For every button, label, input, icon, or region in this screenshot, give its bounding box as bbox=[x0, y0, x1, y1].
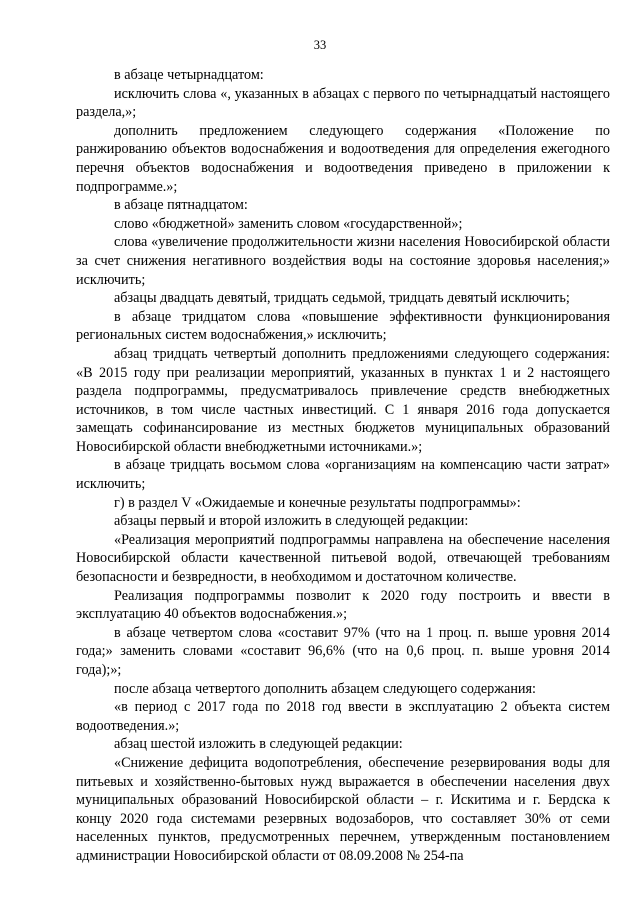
paragraph: абзац шестой изложить в следующей редакции: bbox=[114, 736, 403, 753]
paragraph: в абзаце четырнадцатом: bbox=[114, 67, 264, 83]
document-body bbox=[76, 66, 610, 866]
paragraph: дополнить предложением следующего содержания «Положение по ранжированию объектов водоснабжения и водоотведения для определения ежегодного перечня объектов водоснабжения и водоотведения приведено в приложении к подпрограмме.»; bbox=[76, 122, 610, 195]
paragraph: в абзаце тридцать восьмом слова «организациям на компенсацию части затрат» исключить; bbox=[76, 457, 610, 493]
paragraph: Реализация подпрограммы позволит к 2020 году построить и ввести в эксплуатацию 40 объектов водоснабжения.»; bbox=[76, 587, 610, 623]
paragraph: г) в раздел V «Ожидаемые и конечные результаты подпрограммы»: bbox=[114, 494, 521, 511]
paragraph: слово «бюджетной» заменить словом «государственной»; bbox=[114, 215, 463, 232]
paragraph: в абзаце пятнадцатом: bbox=[114, 197, 248, 214]
paragraph: слова «увеличение продолжительности жизни населения Новосибирской области за счет снижения негативного воздействия воды на состояние здоровья населения;» исключить; bbox=[76, 234, 610, 288]
paragraph: абзацы двадцать девятый, тридцать седьмой, тридцать девятый исключить; bbox=[114, 290, 570, 307]
paragraph: абзац тридцать четвертый дополнить предложениями следующего содержания: «В 2015 году при реализации мероприятий, указанных в пунктах 1 и 2 настоящего раздела подпрограммы, предусматривалось привлечение средств внебюджетных источников, в том числе частных инвестиций. С 1 января 2016 года допускается замещать софинансирование из местных бюджетов муниципальных образований Новосибирской области внебюджетными источниками.»; bbox=[76, 345, 610, 455]
paragraph: в абзаце четвертом слова «составит 97% (что на 1 проц. п. выше уровня 2014 года;» заменить словами «составит 96,6% (что на 0,6 проц. п. выше уровня 2014 года);»; bbox=[76, 624, 610, 678]
page-number: 33 bbox=[313, 38, 327, 52]
paragraph: «Снижение дефицита водопотребления, обеспечение резервирования воды для питьевых и хозяйственно-бытовых нужд выражается в обеспечении населения двух муниципальных образований Новосибирской области – г. Искитима и г. Бердска к концу 2020 года системами резервных водозаборов, что составляет 30% от семи населенных пунктов, предусмотренных перечнем, утвержденным постановлением администрации Новосибирской области от 08.09.2008 № 254-па bbox=[76, 754, 610, 864]
paragraph: «Реализация мероприятий подпрограммы направлена на обеспечение населения Новосибирской области качественной питьевой водой, отвечающей требованиям безопасности и безвредности, в необходимом и достаточном количестве. bbox=[76, 531, 610, 586]
paragraph: после абзаца четвертого дополнить абзацем следующего содержания: bbox=[114, 680, 536, 697]
paragraph: абзацы первый и второй изложить в следующей редакции: bbox=[114, 513, 469, 530]
paragraph: в абзаце тридцатом слова «повышение эффективности функционирования региональных систем водоснабжения,» исключить; bbox=[76, 308, 610, 344]
paragraph: исключить слова «, указанных в абзацах с первого по четырнадцатый настоящего раздела,»; bbox=[76, 85, 610, 121]
paragraph: «в период с 2017 года по 2018 год ввести в эксплуатацию 2 объекта систем водоотведения.»; bbox=[76, 699, 610, 734]
